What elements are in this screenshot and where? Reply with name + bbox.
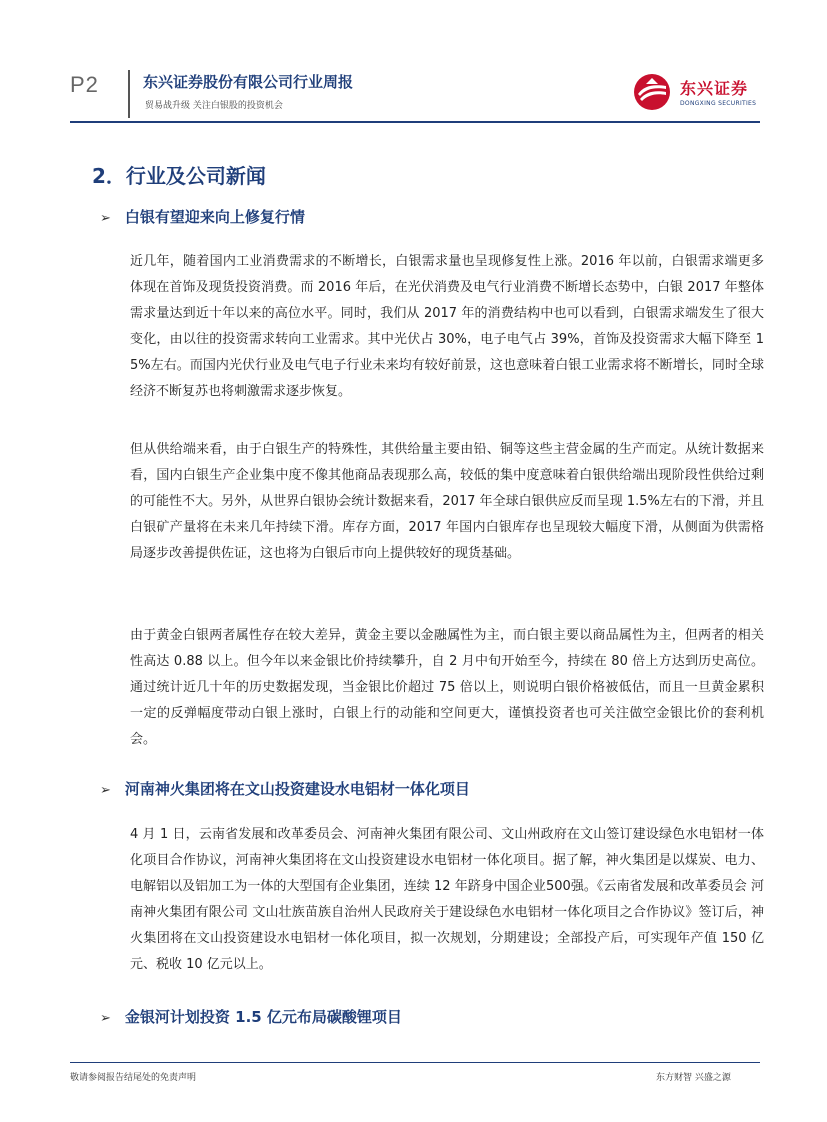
arrow-bullet-icon: ➢ bbox=[100, 783, 111, 798]
paragraph-silver-supply: 但从供给端来看，由于白银生产的特殊性，其供给量主要由铅、铜等这些主营金属的生产而定。从统计数据来看，国内白银生产企业集中度不像其他商品表现那么高，较低的集中度意味着白银供给端出现阶段性供给过剩的可能性不大。另外，从世界白银协会统计数据来看，2017 年全球白银供应反而呈现 1.5%左右的下滑，并且白银矿产量将在未来几年持续下滑。库存方面，2017 年国内白银库存也呈现较大幅度下滑，从侧面为供需格局逐步改善提供佐证，这也将为白银后市向上提供较好的现货基础。 bbox=[130, 442, 764, 561]
logo-text-cn: 东兴证券 bbox=[680, 79, 749, 98]
news-heading-text: 金银河计划投资 1.5 亿元布局碳酸锂项目 bbox=[124, 1008, 402, 1026]
news-heading-silver bbox=[100, 206, 305, 227]
paragraph-shenhuo-project: 4 月 1 日，云南省发展和改革委员会、河南神火集团有限公司、文山州政府在文山签订建设绿色水电铝材一体化项目合作协议，河南神火集团将在文山投资建设水电铝材一体化项目。据了解，神火集团是以煤炭、电力、电解铝以及铝加工为一体的大型国有企业集团，连续 12 年跻身中国企业500强。《云南省发展和改革委员会 河南神火集团有限公司 文山壮族苗族自治州人民政府关于建设绿色水电铝材一体化项目之合作协议》签订后，神火集团将在文山投资建设水电铝材一体化项目，拟一次规划，分期建设；全部投产后，可实现年产值 150 亿元、税收 10 亿元以上。 bbox=[130, 827, 764, 972]
paragraph-gold-silver-ratio: 由于黄金白银两者属性存在较大差异，黄金主要以金融属性为主，而白银主要以商品属性为主，但两者的相关性高达 0.88 以上。但今年以来金银比价持续攀升，自 2 月中旬开始至今，持续在 80 倍上方达到历史高位。通过统计近几十年的历史数据发现，当金银比价超过 75 倍以上，则说明白银价格被低估，而且一旦黄金累积一定的反弹幅度带动白银上涨时，白银上行的动能和空间更大，谨慎投资者也可关注做空金银比价的套利机会。 bbox=[130, 628, 764, 747]
company-logo bbox=[632, 72, 762, 112]
header-divider bbox=[128, 70, 130, 118]
arrow-bullet-icon: ➢ bbox=[100, 1011, 111, 1026]
news-heading-shenhuo bbox=[100, 778, 470, 799]
paragraph-silver-demand: 近几年，随着国内工业消费需求的不断增长，白银需求量也呈现修复性上涨。2016 年以前，白银需求端更多体现在首饰及现货投资消费。而 2016 年后，在光伏消费及电气行业消费不断增长态势中，白银 2017 年整体需求量达到近十年以来的高位水平。同时，我们从 2017 年的消费结构中也可以看到，白银需求端发生了很大变化，由以往的投资需求转向工业需求。其中光伏占 30%，电子电气占 39%，首饰及投资需求大幅下降至 15%左右。而国内光伏行业及电气电子行业未来均有较好前景，这也意味着白银工业需求将不断增长，同时全球经济不断复苏也将刺激需求逐步恢复。 bbox=[130, 254, 764, 399]
page-number: P2 bbox=[70, 72, 99, 97]
news-heading-text: 河南神火集团将在文山投资建设水电铝材一体化项目 bbox=[124, 780, 470, 798]
header-rule bbox=[70, 121, 760, 123]
news-heading-text: 白银有望迎来向上修复行情 bbox=[124, 208, 305, 226]
report-title: 东兴证券股份有限公司行业周报 bbox=[143, 73, 354, 91]
arrow-bullet-icon: ➢ bbox=[100, 211, 111, 226]
logo-text-en: DONGXING SECURITIES bbox=[680, 100, 757, 107]
news-heading-jinyinhe bbox=[100, 1006, 402, 1027]
footer-disclaimer: 敬请参阅报告结尾处的免责声明 bbox=[70, 1073, 197, 1083]
footer-slogan: 东方财智 兴盛之源 bbox=[656, 1073, 731, 1083]
report-subtitle: 贸易战升级 关注白银股的投资机会 bbox=[145, 101, 283, 111]
section-title: 2．行业及公司新闻 bbox=[92, 164, 266, 188]
footer-rule bbox=[70, 1062, 760, 1063]
logo-mark-icon bbox=[632, 72, 674, 112]
